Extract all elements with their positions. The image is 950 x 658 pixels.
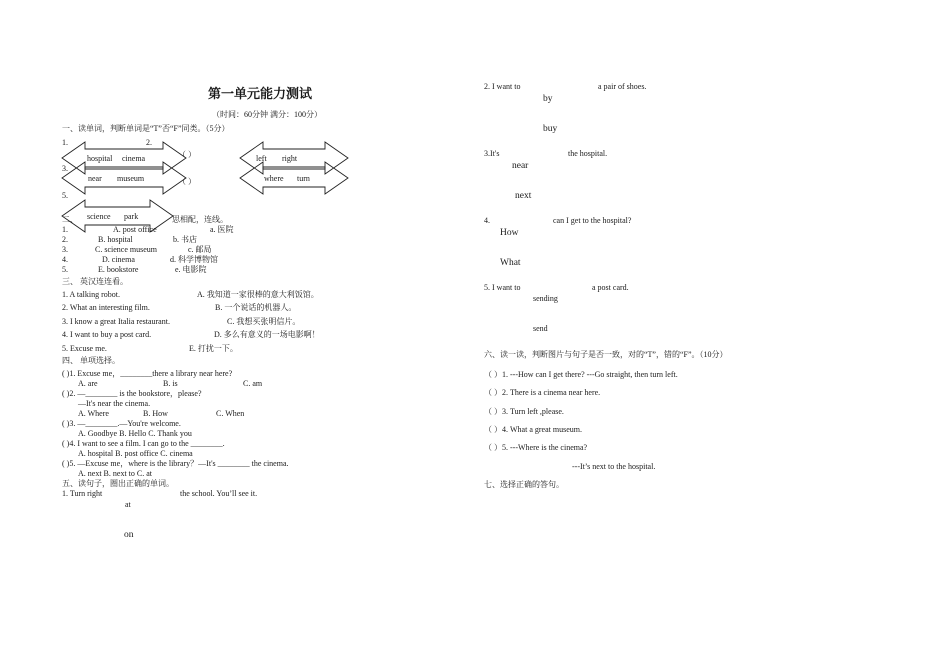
judge-item: （ ）1. ---How can I get there? ---Go straight, then turn left. [484, 370, 678, 379]
match-word: D. cinema [102, 255, 135, 264]
question: ( )1. Excuse me，________there a library near here? [62, 369, 233, 378]
chinese-sentence: E. 打扰一下。 [189, 344, 238, 353]
match-meaning: b. 书店 [173, 235, 197, 244]
word-choice[interactable]: by [543, 94, 553, 104]
judge-item-answer: ---It’s next to the hospital. [572, 462, 656, 471]
match-number: 3. [62, 245, 68, 254]
sentence-start: 2. I want to [484, 82, 521, 91]
arrow-word: left [256, 154, 267, 163]
question-line: —It's near the cinema. [78, 399, 151, 408]
option: B. is [163, 379, 178, 388]
section4-heading: 四、 单项选择。 [62, 356, 120, 365]
option: A. Where [78, 409, 109, 418]
chinese-sentence: C. 我想买张明信片。 [227, 317, 301, 326]
english-sentence: 3. I know a great Italia restaurant. [62, 317, 170, 326]
arrow-word: cinema [122, 154, 146, 163]
option: C. When [216, 409, 245, 418]
match-number: 5. [62, 265, 68, 274]
english-sentence: 2. What an interesting film. [62, 303, 150, 312]
options: A. next B. next to C. at [78, 469, 152, 478]
word-choice[interactable]: on [124, 530, 134, 540]
english-sentence: 4. I want to buy a post card. [62, 330, 152, 339]
arrow-word: museum [117, 174, 145, 183]
section6-heading: 六、读一读，判断图片与句子是否一致，对的“T”，错的“F”。（10分） [484, 350, 728, 359]
section3-heading: 三、 英汉连连看。 [62, 277, 128, 286]
question: ( )4. I want to see a film. I can go to the ________. [62, 439, 225, 448]
page-title: 第一单元能力测试 [208, 87, 313, 102]
section2-heading: 思相配，连线。 [172, 215, 228, 224]
option: B. How [143, 409, 168, 418]
question: ( )2. —________ is the bookstore，please? [62, 389, 202, 398]
match-word: C. science museum [95, 245, 157, 254]
english-sentence: 1. A talking robot. [62, 290, 120, 299]
sentence-start: 1. Turn right [62, 489, 103, 498]
arrow-word: right [282, 154, 298, 163]
sentence-start: 4. [484, 216, 490, 225]
question: ( )5. —Excuse me，where is the library？—It's ________ the cinema. [62, 459, 289, 468]
item-number: 2. [146, 138, 152, 147]
match-number: 1. [62, 225, 68, 234]
section1-heading: 一、读单词，判断单词是“T”否“F”同类。（5分） [62, 124, 230, 133]
sentence-start: 3.It's [484, 149, 500, 158]
english-sentence: 5. Excuse me. [62, 344, 107, 353]
match-meaning: c. 邮局 [188, 245, 212, 254]
answer-paren: （ ） [178, 150, 196, 159]
match-meaning: e. 电影院 [175, 265, 207, 274]
word-choice[interactable]: How [500, 228, 519, 238]
arrow-word: near [88, 174, 102, 183]
option: C. am [243, 379, 263, 388]
section5-heading: 五、读句子，圈出正确的单词。 [62, 479, 174, 488]
chinese-sentence: A. 我知道一家很棒的意大利饭馆。 [197, 290, 319, 299]
options: A. Goodbye B. Hello C. Thank you [78, 429, 192, 438]
arrow-word: science [87, 212, 111, 221]
item-number: 5. [62, 191, 68, 200]
section7-heading: 七、选择正确的答句。 [484, 480, 564, 489]
match-meaning: a. 医院 [210, 225, 234, 234]
sentence-end: a pair of shoes. [598, 82, 647, 91]
arrow-word: turn [297, 174, 310, 183]
judge-item: （ ）5. ---Where is the cinema? [484, 443, 588, 452]
option: A. are [78, 379, 98, 388]
item-number: 3. [62, 164, 68, 173]
options: A. hospital B. post office C. cinema [78, 449, 193, 458]
arrow-word: hospital [87, 154, 113, 163]
arrow-word: where [264, 174, 284, 183]
match-number: 4. [62, 255, 68, 264]
sentence-end: the hospital. [568, 149, 608, 158]
answer-paren: （ ） [178, 177, 196, 186]
word-choice[interactable]: send [533, 324, 548, 333]
question: ( )3. —________.—You're welcome. [62, 419, 181, 428]
sentence-end: a post card. [592, 283, 629, 292]
sentence-end: can I get to the hospital? [553, 216, 632, 225]
judge-item: （ ）2. There is a cinema near here. [484, 388, 601, 397]
word-choice[interactable]: near [512, 161, 529, 171]
word-choice[interactable]: sending [533, 294, 558, 303]
word-choice[interactable]: What [500, 258, 521, 268]
word-choice[interactable]: buy [543, 124, 558, 134]
item-number: 1. [62, 138, 68, 147]
word-choice[interactable]: next [515, 191, 532, 201]
chinese-sentence: B. 一个说话的机器人。 [215, 303, 297, 312]
match-number: 2. [62, 235, 68, 244]
judge-item: （ ）3. Turn left ,please. [484, 407, 564, 416]
page-subtitle: （时间：60分钟 满分：100分） [212, 110, 322, 119]
sentence-start: 5. I want to [484, 283, 521, 292]
chinese-sentence: D. 多么有意义的一场电影啊！ [214, 330, 320, 339]
match-word: E. bookstore [98, 265, 139, 274]
arrow-word: park [124, 212, 139, 221]
sentence-end: the school. You’ll see it. [180, 489, 258, 498]
judge-item: （ ）4. What a great museum. [484, 425, 582, 434]
section2-heading: 二、 [62, 215, 78, 224]
match-word: B. hospital [98, 235, 133, 244]
word-choice[interactable]: at [125, 500, 131, 509]
match-meaning: d. 科学博物馆 [170, 255, 218, 264]
match-word: A. post office [113, 225, 157, 234]
